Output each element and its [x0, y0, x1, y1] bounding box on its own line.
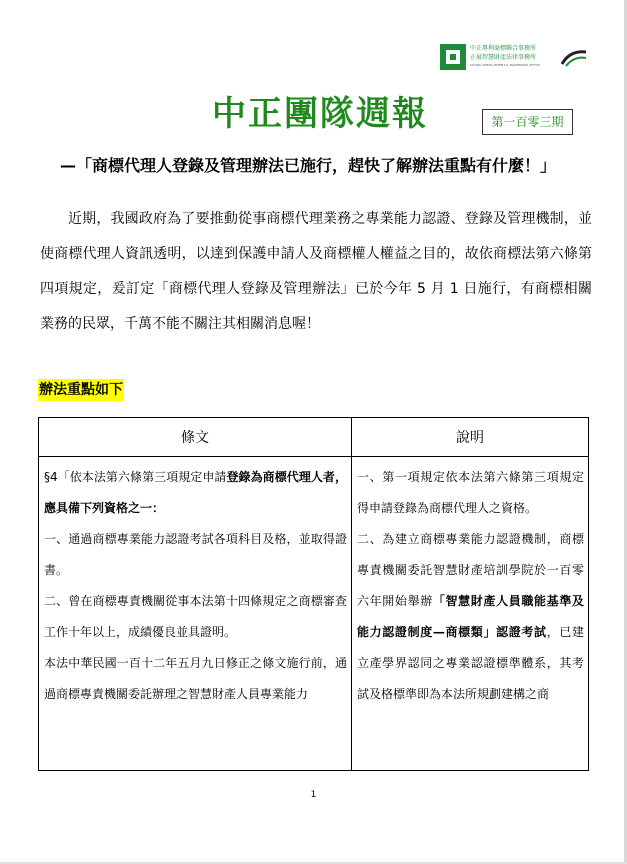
note-item-2-part-a: 二、為建立商標專業能力認證機制，商標專責機關委託智慧財產培訓學院於一百零六年開始舉辦 — [357, 532, 584, 608]
logo-square-icon — [440, 44, 466, 70]
regulation-table — [38, 417, 589, 771]
highlight-heading: 辦法重點如下 — [38, 379, 124, 401]
intro-paragraph — [40, 202, 592, 342]
article-clause-4-intro: §4「依本法第六條第三項規定申請 — [44, 470, 227, 484]
column-header-notes: 說明 — [352, 418, 589, 457]
swoosh-icon — [560, 48, 588, 68]
article-cell — [39, 457, 352, 771]
note-item-2 — [357, 524, 584, 710]
article-item-2: 二、曾在商標專責機關從事本法第十四條規定之商標審查工作十年以上，成績優良並具證明。 — [44, 594, 347, 639]
notes-cell — [352, 457, 589, 771]
issue-number-box: 第一百零三期 — [482, 109, 573, 135]
table-header-row — [39, 418, 589, 457]
page-number: 1 — [310, 790, 317, 800]
table-row — [39, 457, 589, 771]
article-item-1: 一、通過商標專業能力認證考試各項科目及格，並取得證書。 — [44, 532, 347, 577]
article-subtitle: —「商標代理人登錄及管理辦法已施行，趕快了解辦法重點有什麼！」 — [60, 156, 557, 175]
note-item-2-part-c: ，已建立產學界認同之專業認證標準體系，其考試及格標準即為本法所規劃建構之商 — [357, 625, 584, 701]
intro-text: 近期，我國政府為了要推動從事商標代理業務之專業能力認證、登錄及管理機制，並使商標代理人資訊透明，以達到保護申請人及商標權人權益之目的，故依商標法第六條第四項規定，爰訂定「商標代理人登錄及管理辦法」已於今年 5 月 1 日施行，有商標相關業務的民眾，千萬不能不關注其相關消息喔！ — [40, 211, 592, 332]
firm-logo — [440, 44, 588, 70]
column-header-articles: 條文 — [39, 418, 352, 457]
logo-firm-name-2: 正展智慧財產法律事務所 — [470, 54, 537, 61]
logo-firm-name-1: 中正專利商標聯合事務所 — [470, 45, 537, 52]
newsletter-title: 中正團隊週報 — [212, 94, 428, 134]
logo-firm-english: CHUNG CHENG PATENT & TRADEMARK OFFICE — [470, 63, 540, 67]
note-item-1: 一、第一項規定依本法第六條第三項規定得申請登錄為商標代理人之資格。 — [357, 470, 584, 515]
article-clause-4 — [44, 462, 347, 524]
article-transition: 本法中華民國一百十二年五月九日修正之條文施行前，通過商標專責機關委託辦理之智慧財產人員專業能力 — [44, 656, 347, 701]
note-item-2-bold: 「智慧財產人員職能基準及能力認證制度—商標類」認證考試 — [357, 594, 584, 639]
article-clause-4-bold: 登錄為商標代理人者，應具備下列資格之一： — [44, 470, 347, 515]
